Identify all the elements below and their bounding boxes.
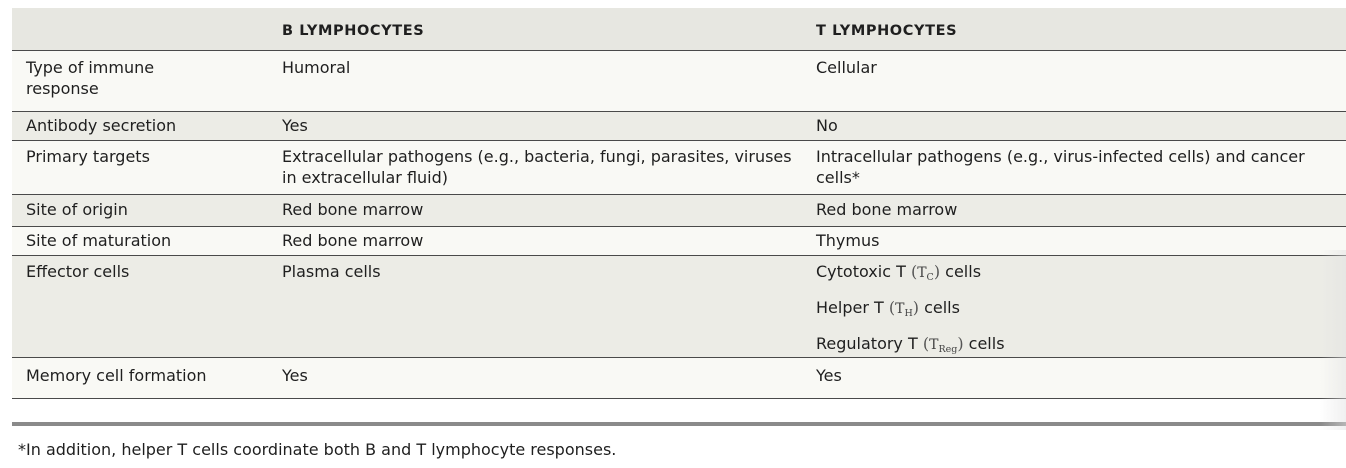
t-cell: [816, 141, 1346, 195]
row-label: Site of maturation: [12, 227, 282, 256]
header-t-lymphocytes: T LYMPHOCYTES: [816, 8, 1346, 51]
b-cell: Humoral: [282, 51, 816, 112]
paren-close: ): [912, 298, 919, 317]
table-row: [12, 141, 1346, 195]
table-row: [12, 358, 1346, 399]
table-row: [12, 112, 1346, 141]
t-symbol: [895, 301, 913, 317]
paren-close: ): [933, 262, 941, 281]
header-empty-cell: [12, 8, 282, 51]
page-edge-shadow: [1320, 250, 1346, 430]
table-row: [12, 227, 1346, 256]
effector-regulatory-t: [816, 333, 1346, 357]
t-cell-effector-list: [816, 256, 1346, 358]
effector-prefix: Helper T: [816, 298, 884, 317]
t-cell: Red bone marrow: [816, 195, 1346, 227]
row-label: Antibody secretion: [12, 112, 282, 141]
effector-suffix: cells: [968, 334, 1005, 353]
lymphocyte-comparison-table: [12, 8, 1346, 399]
effector-suffix: cells: [924, 298, 960, 317]
row-label: Site of origin: [12, 195, 282, 227]
paren-close: ): [957, 334, 964, 353]
table-header-row: [12, 8, 1346, 51]
table-row: [12, 195, 1346, 227]
t-cell-text: Intracellular pathogens (e.g., virus-infected cells) and cancer cells*: [816, 147, 1305, 187]
b-cell: Red bone marrow: [282, 227, 816, 256]
t-symbol-letter: T: [917, 265, 927, 281]
b-cell-text: Extracellular pathogens (e.g., bacteria, fungi, parasites, viruses in extracellular fluid): [282, 147, 792, 187]
t-symbol-subscript: Reg: [938, 344, 958, 355]
row-label: Primary targets: [12, 141, 282, 195]
b-cell: Plasma cells: [282, 256, 816, 358]
t-cell: Thymus: [816, 227, 1346, 256]
t-symbol-subscript: C: [926, 272, 934, 283]
paren-open: (: [922, 334, 930, 353]
effector-cytotoxic-t: [816, 261, 1346, 297]
b-cell: [282, 141, 816, 195]
t-symbol-subscript: H: [904, 308, 913, 319]
row-label-text: Type of immune response: [26, 58, 155, 98]
effector-prefix: Regulatory T: [816, 334, 918, 353]
effector-suffix: cells: [945, 262, 982, 281]
header-b-lymphocytes: B LYMPHOCYTES: [282, 8, 816, 51]
b-cell: Yes: [282, 358, 816, 399]
row-label: Memory cell formation: [12, 358, 282, 399]
comparison-table-container: [12, 8, 1346, 399]
t-symbol: [917, 265, 934, 281]
table-row: [12, 256, 1346, 358]
row-label: [12, 51, 282, 112]
b-cell: Red bone marrow: [282, 195, 816, 227]
b-cell: Yes: [282, 112, 816, 141]
t-cell: No: [816, 112, 1346, 141]
t-symbol: [929, 337, 957, 353]
effector-prefix: Cytotoxic T: [816, 262, 906, 281]
t-cell: Yes: [816, 358, 1346, 399]
paren-open: (: [888, 298, 896, 317]
t-cell: Cellular: [816, 51, 1346, 112]
table-bottom-rule: [12, 422, 1346, 426]
t-symbol-letter: T: [895, 301, 905, 317]
row-label: Effector cells: [12, 256, 282, 358]
table-row: [12, 51, 1346, 112]
t-symbol-letter: T: [929, 337, 939, 353]
table-footnote: *In addition, helper T cells coordinate both B and T lymphocyte responses.: [18, 440, 617, 459]
effector-helper-t: [816, 297, 1346, 333]
paren-open: (: [910, 262, 918, 281]
